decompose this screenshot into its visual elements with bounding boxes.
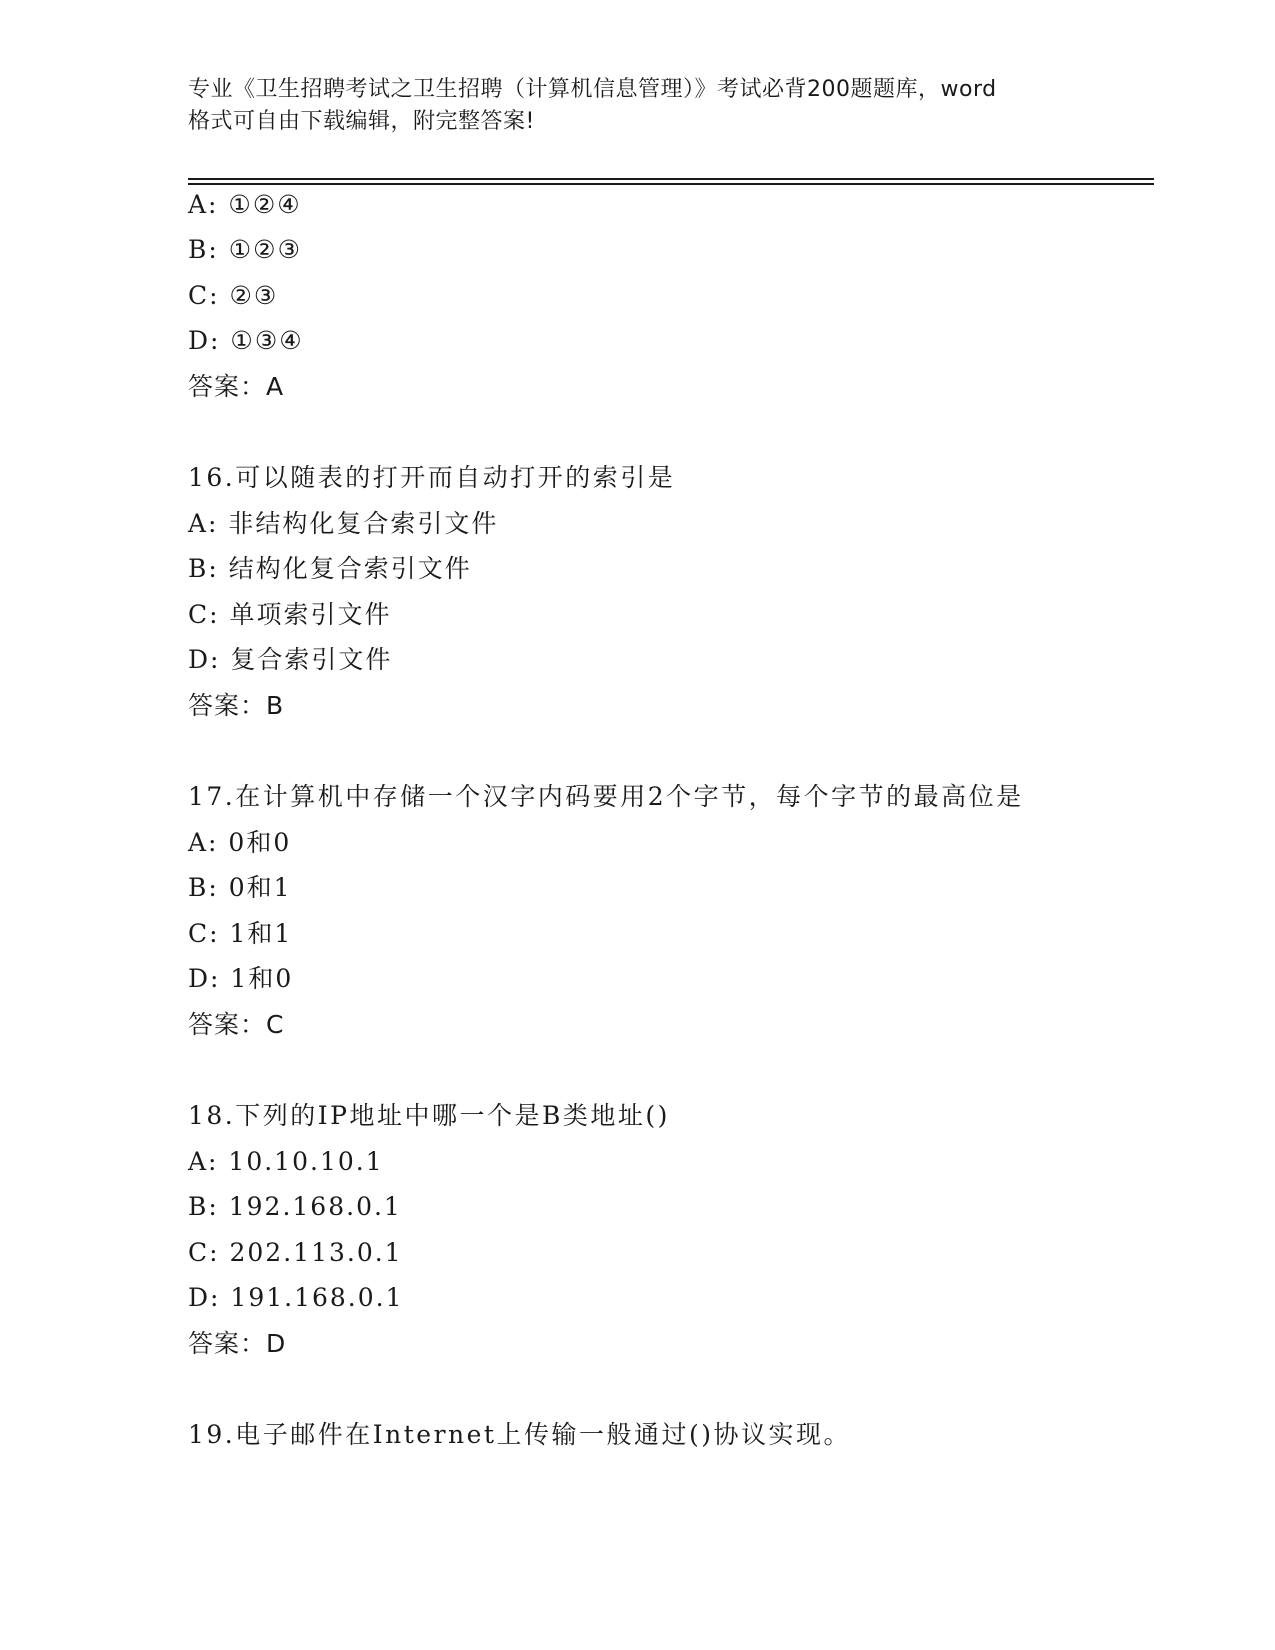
q18-option-a: A: 10.10.10.1 [188, 1147, 384, 1176]
q18-answer: 答案：D [188, 1329, 287, 1358]
q17-option-a: A: 0和0 [188, 828, 292, 857]
q17-option-d: D: 1和0 [188, 964, 294, 993]
q16-answer: 答案：B [188, 691, 285, 720]
q15-option-b: B: ①②③ [188, 235, 302, 264]
q17-option-c: C: 1和1 [188, 919, 293, 948]
q15-answer: 答案：A [188, 372, 285, 401]
q16-option-a: A: 非结构化复合索引文件 [188, 509, 499, 538]
q15-option-c: C: ②③ [188, 281, 279, 310]
q15-option-a: A: ①②④ [188, 190, 302, 219]
q16-option-d: D: 复合索引文件 [188, 645, 393, 674]
q17-option-b: B: 0和1 [188, 873, 292, 902]
header-divider-top [188, 178, 1154, 180]
q16-question: 16.可以随表的打开而自动打开的索引是 [188, 463, 676, 492]
header-title-line-1: 专业《卫生招聘考试之卫生招聘（计算机信息管理）》考试必背200题题库，word [188, 77, 997, 102]
q18-question: 18.下列的IP地址中哪一个是B类地址() [188, 1101, 670, 1130]
q17-question: 17.在计算机中存储一个汉字内码要用2个字节，每个字节的最高位是 [188, 782, 1024, 811]
q15-option-d: D: ①③④ [188, 326, 304, 355]
q18-option-c: C: 202.113.0.1 [188, 1238, 403, 1267]
q18-option-b: B: 192.168.0.1 [188, 1192, 402, 1221]
q16-option-c: C: 单项索引文件 [188, 600, 392, 629]
q17-answer: 答案：C [188, 1010, 285, 1039]
q19-question: 19.电子邮件在Internet上传输一般通过()协议实现。 [188, 1420, 851, 1449]
q16-option-b: B: 结构化复合索引文件 [188, 554, 472, 583]
header-title-line-2: 格式可自由下载编辑，附完整答案! [188, 109, 535, 134]
document-header [188, 74, 1088, 138]
q18-option-d: D: 191.168.0.1 [188, 1283, 404, 1312]
header-divider-bottom [188, 183, 1154, 185]
